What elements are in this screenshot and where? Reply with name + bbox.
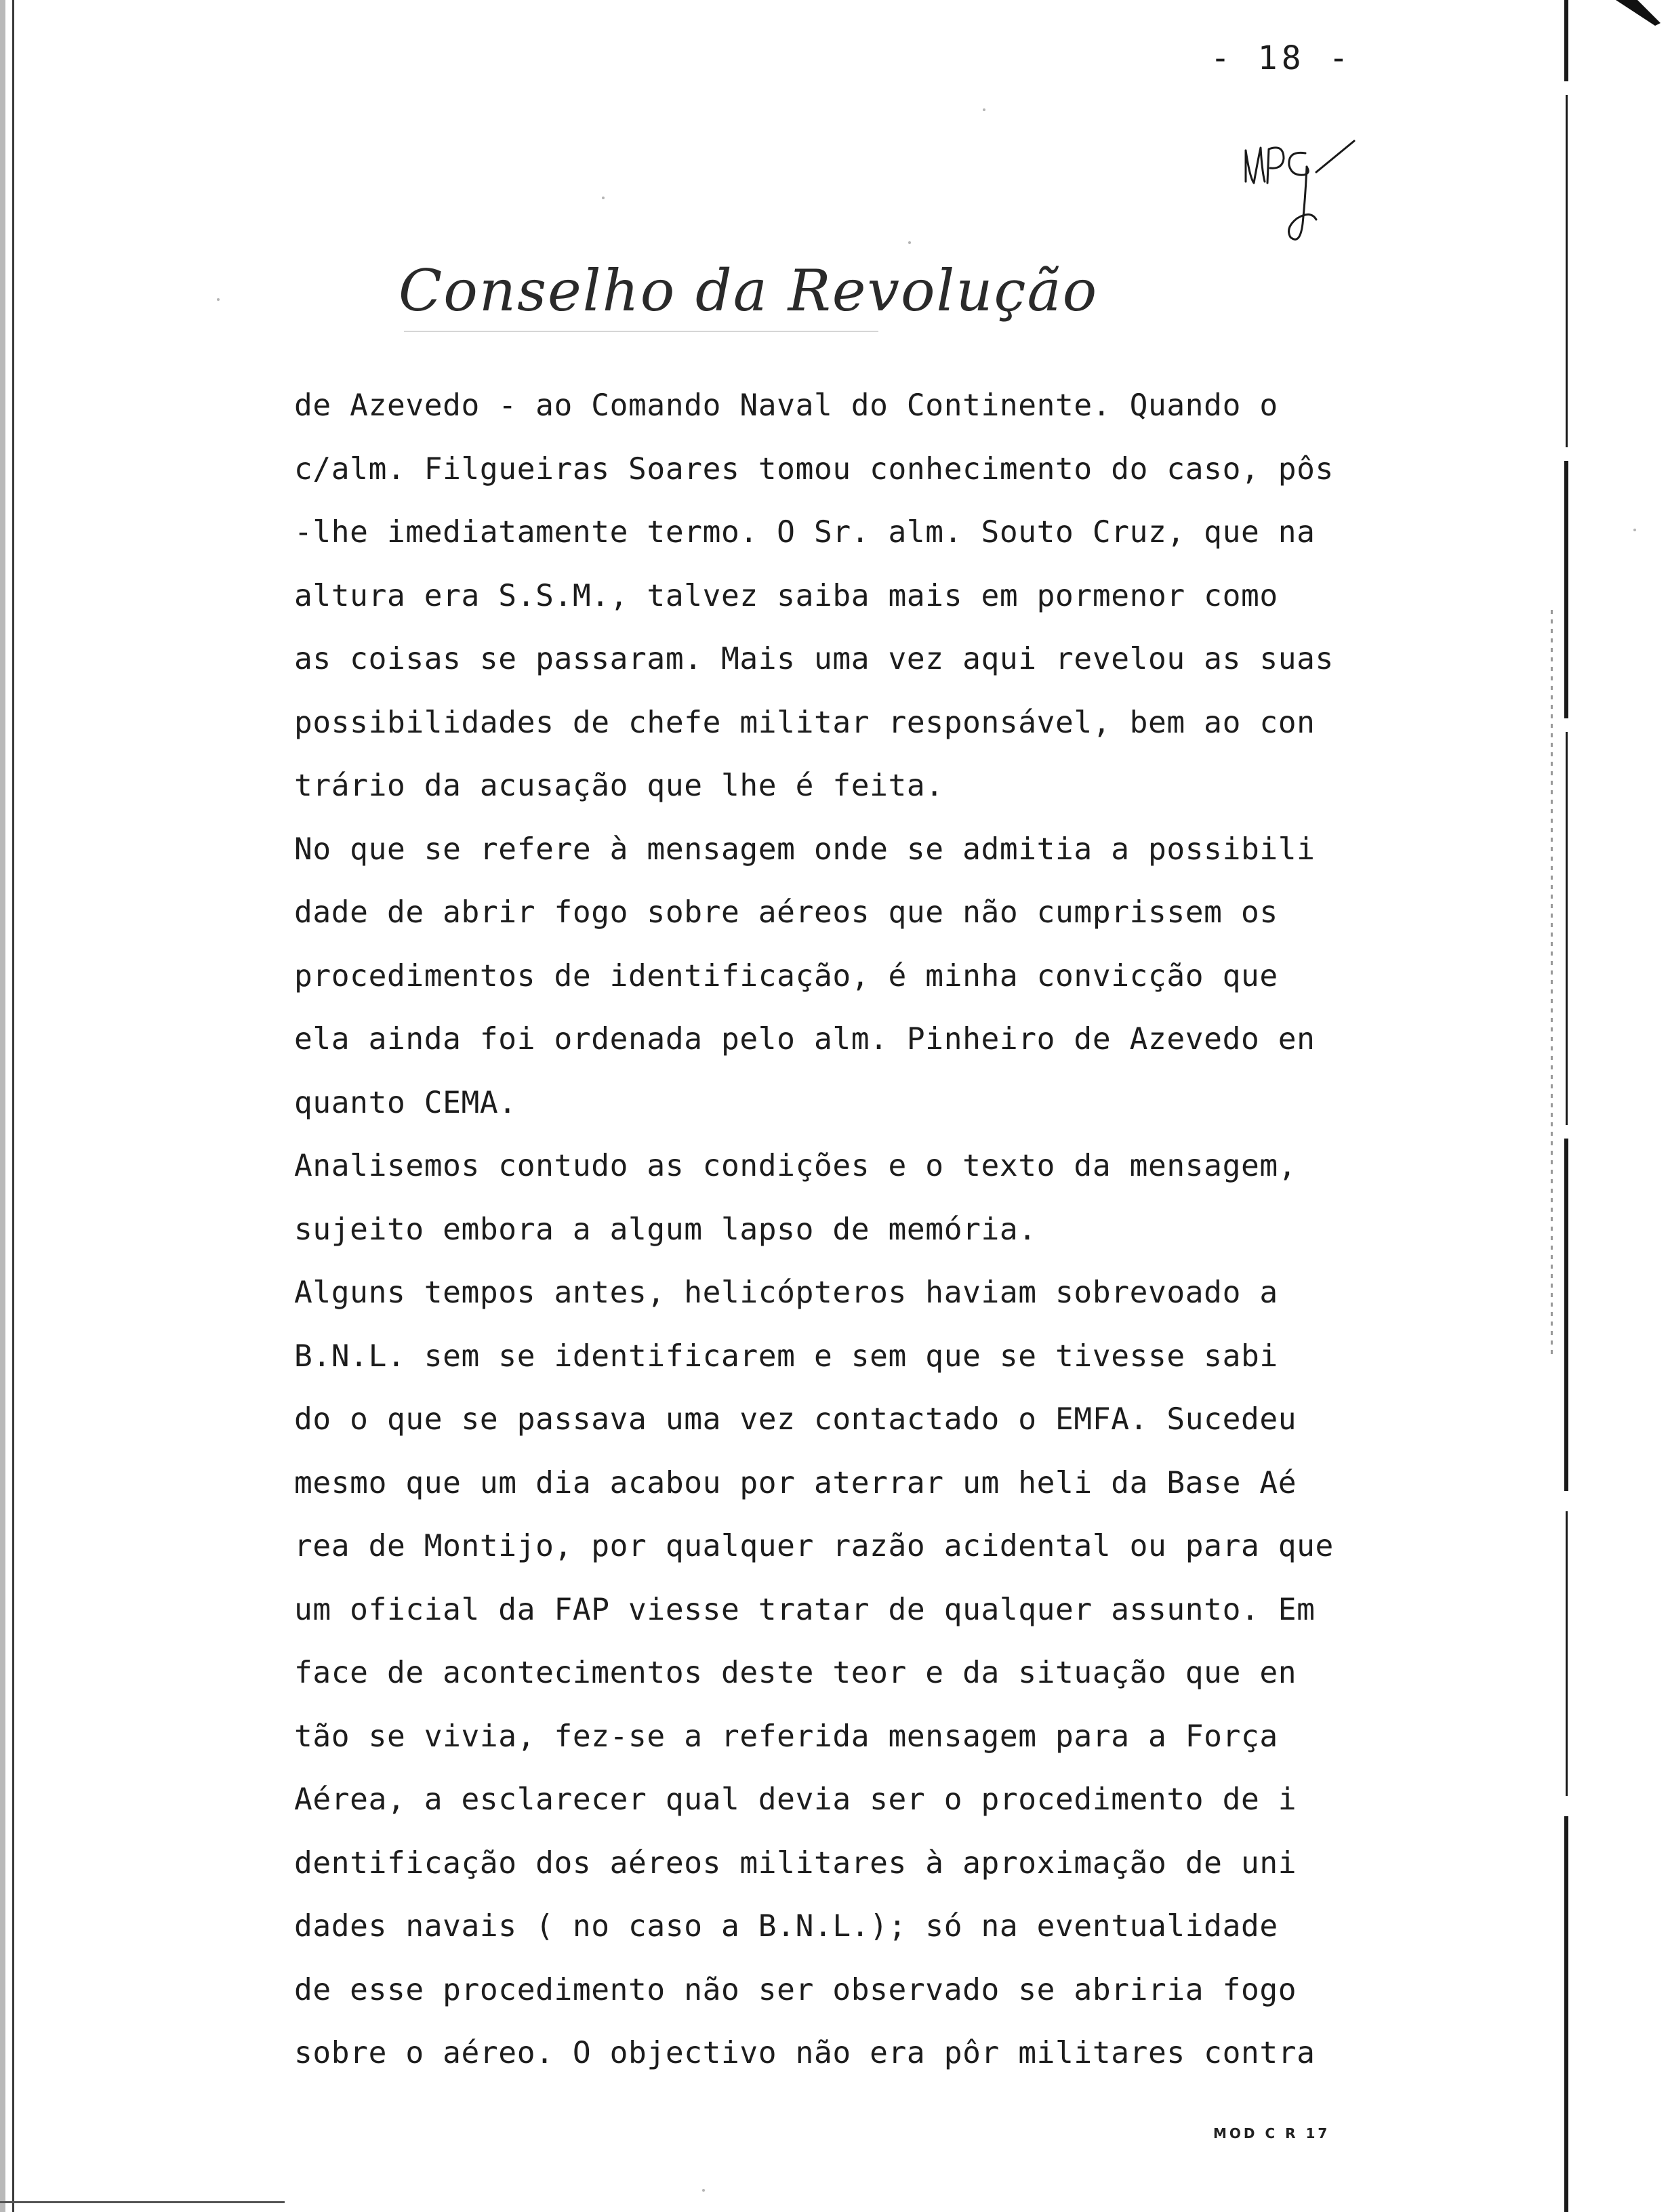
scan-speck — [602, 197, 605, 199]
form-code: MOD C R 17 — [1213, 2125, 1330, 2142]
text-line: quanto CEMA. — [294, 1085, 517, 1120]
text-line: mesmo que um dia acabou por aterrar um heli da Base Aé — [294, 1465, 1297, 1500]
text-line: sobre o aéreo. O objectivo não era pôr militares contra — [294, 2036, 1316, 2070]
page-right-border — [1564, 0, 1574, 2212]
text-line: trário da acusação que lhe é feita. — [294, 769, 944, 803]
text-line: altura era S.S.M., talvez saiba mais em pormenor como — [294, 578, 1278, 613]
letterhead-underline — [404, 331, 878, 332]
page-bottom-rule — [0, 2201, 285, 2203]
text-line: de Azevedo - ao Comando Naval do Continente. Quando o — [294, 388, 1278, 423]
handwritten-initials — [1240, 136, 1376, 251]
letterhead-title: Conselho da Revolução — [399, 258, 1099, 324]
text-line: sujeito embora a algum lapso de memória. — [294, 1212, 1037, 1247]
page-left-border — [12, 0, 14, 2212]
text-line: dentificação dos aéreos militares à aproximação de uni — [294, 1845, 1297, 1881]
text-line: procedimentos de identificação, é minha convicção que — [294, 958, 1278, 994]
document-body — [294, 374, 1351, 2085]
text-line: tão se vivia, fez-se a referida mensagem para a Força — [294, 1719, 1278, 1754]
text-line: c/alm. Filgueiras Soares tomou conhecimento do caso, pôs — [294, 451, 1334, 487]
scan-speck — [217, 298, 220, 301]
text-line: face de acontecimentos deste teor e da situação que en — [294, 1656, 1297, 1690]
text-line: B.N.L. sem se identificarem e sem que se tivesse sabi — [294, 1338, 1278, 1374]
page-number: - 18 - — [1210, 39, 1353, 77]
text-line: Analisemos contudo as condições e o texto da mensagem, — [294, 1149, 1297, 1183]
text-line: dade de abrir fogo sobre aéreos que não cumprissem os — [294, 895, 1278, 930]
text-line: de esse procedimento não ser observado se abriria fogo — [294, 1972, 1297, 2007]
text-line: um oficial da FAP viesse tratar de qualquer assunto. Em — [294, 1592, 1316, 1627]
scan-speck — [1633, 529, 1636, 531]
scan-noise — [1551, 610, 1553, 1355]
text-line: as coisas se passaram. Mais uma vez aqui revelou as suas — [294, 642, 1334, 676]
scan-speck — [908, 241, 911, 244]
text-line: ela ainda foi ordenada pelo alm. Pinheiro de Azevedo en — [294, 1022, 1316, 1057]
text-line: Aérea, a esclarecer qual devia ser o procedimento de i — [294, 1782, 1297, 1817]
text-line: rea de Montijo, por qualquer razão acidental ou para que — [294, 1529, 1334, 1563]
scan-speck — [702, 2189, 705, 2192]
text-line: No que se refere à mensagem onde se admitia a possibili — [294, 832, 1316, 867]
text-line: -lhe imediatamente termo. O Sr. alm. Souto Cruz, que na — [294, 515, 1316, 550]
text-line: dades navais ( no caso a B.N.L.); só na eventualidade — [294, 1909, 1278, 1944]
corner-mark — [1613, 0, 1670, 27]
text-line: Alguns tempos antes, helicópteros haviam sobrevoado a — [294, 1275, 1278, 1310]
scan-left-edge — [0, 0, 5, 2212]
text-line: do o que se passava uma vez contactado o EMFA. Sucedeu — [294, 1402, 1297, 1437]
text-line: possibilidades de chefe militar responsável, bem ao con — [294, 705, 1316, 740]
scan-speck — [983, 108, 985, 111]
